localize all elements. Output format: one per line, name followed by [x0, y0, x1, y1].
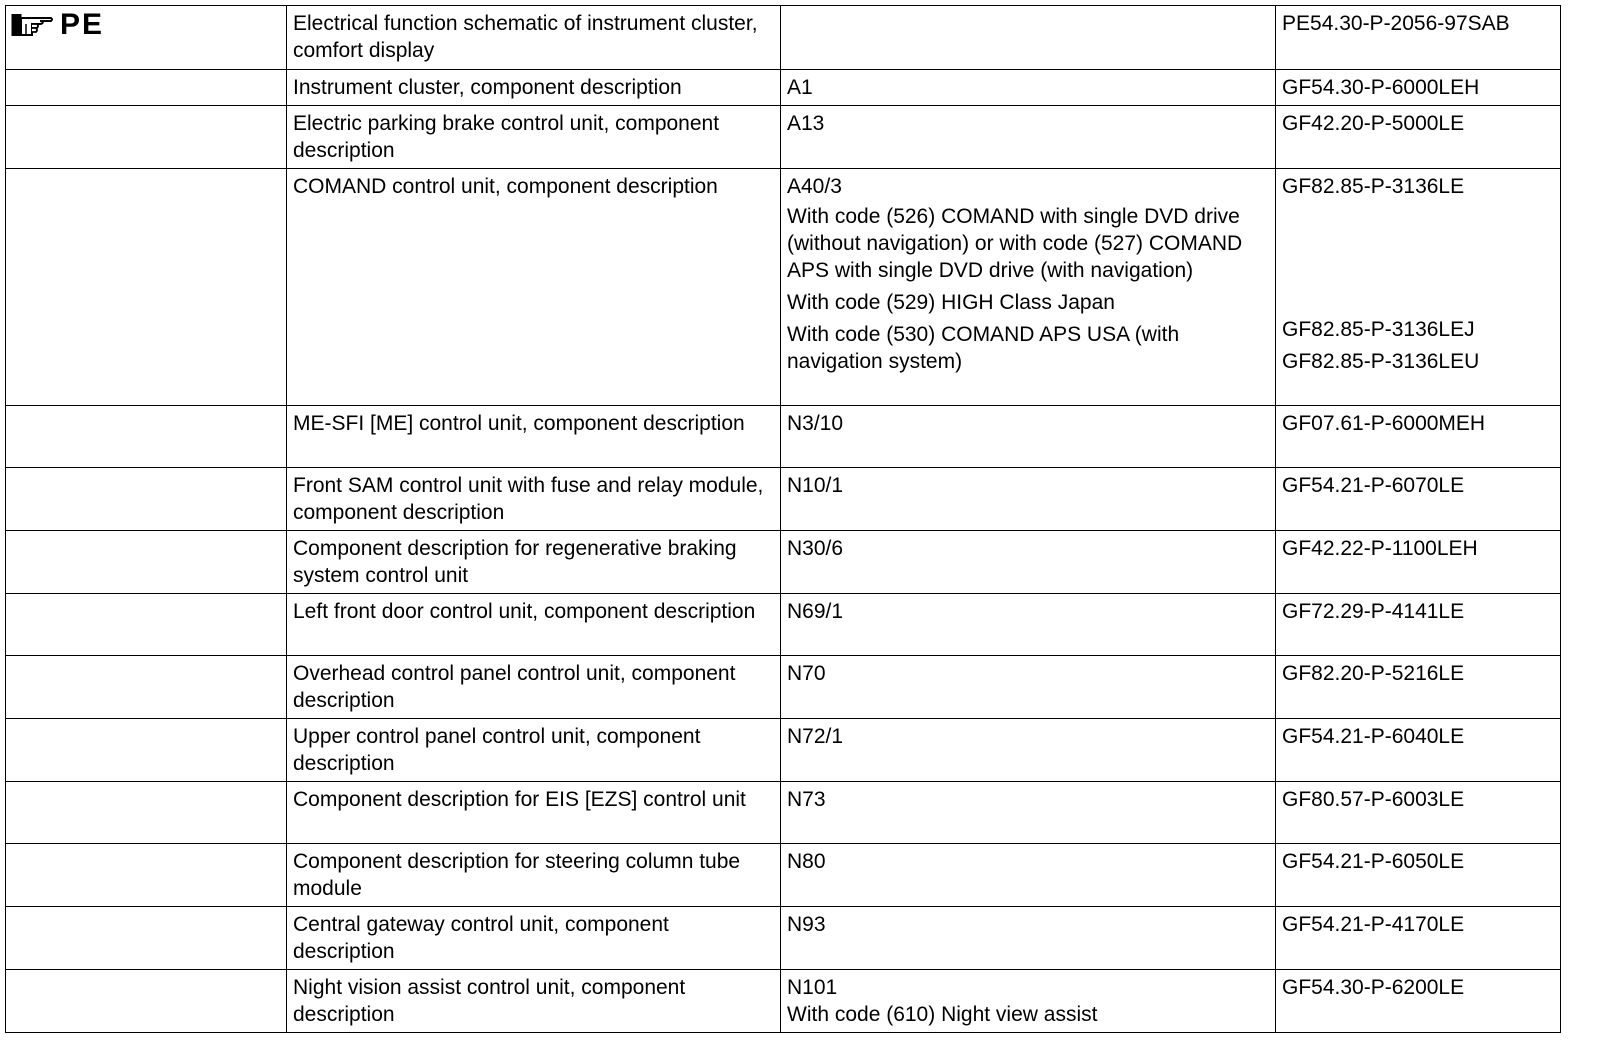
empty-cell	[6, 406, 287, 468]
marker-cell	[6, 6, 287, 70]
component-cell: N10/1	[781, 468, 1276, 531]
doc-code-link[interactable]: GF82.85-P-3136LE	[1282, 175, 1465, 198]
doc-code-cell	[1276, 169, 1561, 406]
reference-table	[5, 5, 1561, 1033]
variant-condition: With code (526) COMAND with single DVD drive (without navigation) or with code (527) COMAND APS with single DVD drive (with navigation)	[787, 205, 1243, 282]
title-cell: Electrical function schematic of instrument cluster, comfort display	[287, 6, 781, 70]
doc-code-link[interactable]: GF42.22-P-1100LEH	[1276, 531, 1561, 594]
pointing-hand-icon	[10, 10, 54, 40]
doc-code-link[interactable]: GF54.21-P-6040LE	[1276, 719, 1561, 782]
title-cell: Component description for regenerative braking system control unit	[287, 531, 781, 594]
title-cell: Upper control panel control unit, component description	[287, 719, 781, 782]
doc-code-link[interactable]: GF54.21-P-6070LE	[1276, 468, 1561, 531]
empty-cell	[6, 719, 287, 782]
doc-code-link[interactable]: GF42.20-P-5000LE	[1276, 106, 1561, 169]
pe-label: PE	[60, 8, 105, 41]
title-cell: Component description for EIS [EZS] control unit	[287, 782, 781, 844]
component-cell: N73	[781, 782, 1276, 844]
pe-marker	[10, 8, 282, 42]
doc-code-link[interactable]: GF54.21-P-6050LE	[1276, 844, 1561, 907]
doc-code-spacer	[1282, 200, 1555, 316]
table-row	[6, 719, 1561, 782]
table-row	[6, 106, 1561, 169]
component-code: A40/3	[787, 175, 842, 198]
empty-cell	[6, 70, 287, 106]
doc-code-link[interactable]: GF72.29-P-4141LE	[1276, 594, 1561, 656]
title-cell: Night vision assist control unit, component description	[287, 970, 781, 1033]
doc-code-link[interactable]: GF54.21-P-4170LE	[1276, 907, 1561, 970]
table-row	[6, 782, 1561, 844]
empty-cell	[6, 594, 287, 656]
table-row	[6, 594, 1561, 656]
doc-code-link[interactable]: PE54.30-P-2056-97SAB	[1276, 6, 1561, 70]
component-cell	[781, 169, 1276, 406]
empty-cell	[6, 656, 287, 719]
component-cell: N72/1	[781, 719, 1276, 782]
component-cell: A1	[781, 70, 1276, 106]
empty-cell	[6, 782, 287, 844]
title-cell: Component description for steering column tube module	[287, 844, 781, 907]
table-row	[6, 70, 1561, 106]
title-cell: Central gateway control unit, component description	[287, 907, 781, 970]
empty-cell	[6, 907, 287, 970]
doc-code-link[interactable]: GF54.30-P-6000LEH	[1276, 70, 1561, 106]
table-row	[6, 656, 1561, 719]
doc-code-link[interactable]: GF82.85-P-3136LEU	[1282, 350, 1480, 373]
title-cell: Instrument cluster, component description	[287, 70, 781, 106]
title-cell: Front SAM control unit with fuse and relay module, component description	[287, 468, 781, 531]
title-cell: Electric parking brake control unit, component description	[287, 106, 781, 169]
table-row	[6, 6, 1561, 70]
component-cell	[781, 6, 1276, 70]
doc-code-link[interactable]: GF80.57-P-6003LE	[1276, 782, 1561, 844]
table-row	[6, 169, 1561, 406]
variant-condition: With code (530) COMAND APS USA (with navigation system)	[787, 323, 1180, 373]
component-code: N101	[787, 976, 838, 999]
component-cell	[781, 970, 1276, 1033]
doc-code-link[interactable]: GF54.30-P-6200LE	[1276, 970, 1561, 1033]
table-row	[6, 531, 1561, 594]
empty-cell	[6, 468, 287, 531]
component-cell: N30/6	[781, 531, 1276, 594]
empty-cell	[6, 970, 287, 1033]
variant-condition: With code (610) Night view assist	[787, 1003, 1098, 1026]
table-row	[6, 844, 1561, 907]
component-cell: A13	[781, 106, 1276, 169]
empty-cell	[6, 169, 287, 406]
component-cell: N3/10	[781, 406, 1276, 468]
component-cell: N70	[781, 656, 1276, 719]
doc-code-link[interactable]: GF82.20-P-5216LE	[1276, 656, 1561, 719]
title-cell: COMAND control unit, component description	[287, 169, 781, 406]
table-row	[6, 468, 1561, 531]
table-row	[6, 970, 1561, 1033]
doc-code-link[interactable]: GF82.85-P-3136LEJ	[1282, 318, 1475, 341]
title-cell: Left front door control unit, component description	[287, 594, 781, 656]
title-cell: Overhead control panel control unit, component description	[287, 656, 781, 719]
empty-cell	[6, 531, 287, 594]
table-row	[6, 406, 1561, 468]
variant-condition: With code (529) HIGH Class Japan	[787, 291, 1115, 314]
table-row	[6, 907, 1561, 970]
doc-code-link[interactable]: GF07.61-P-6000MEH	[1276, 406, 1561, 468]
component-cell: N93	[781, 907, 1276, 970]
title-cell: ME-SFI [ME] control unit, component description	[287, 406, 781, 468]
empty-cell	[6, 106, 287, 169]
component-cell: N80	[781, 844, 1276, 907]
component-cell: N69/1	[781, 594, 1276, 656]
empty-cell	[6, 844, 287, 907]
